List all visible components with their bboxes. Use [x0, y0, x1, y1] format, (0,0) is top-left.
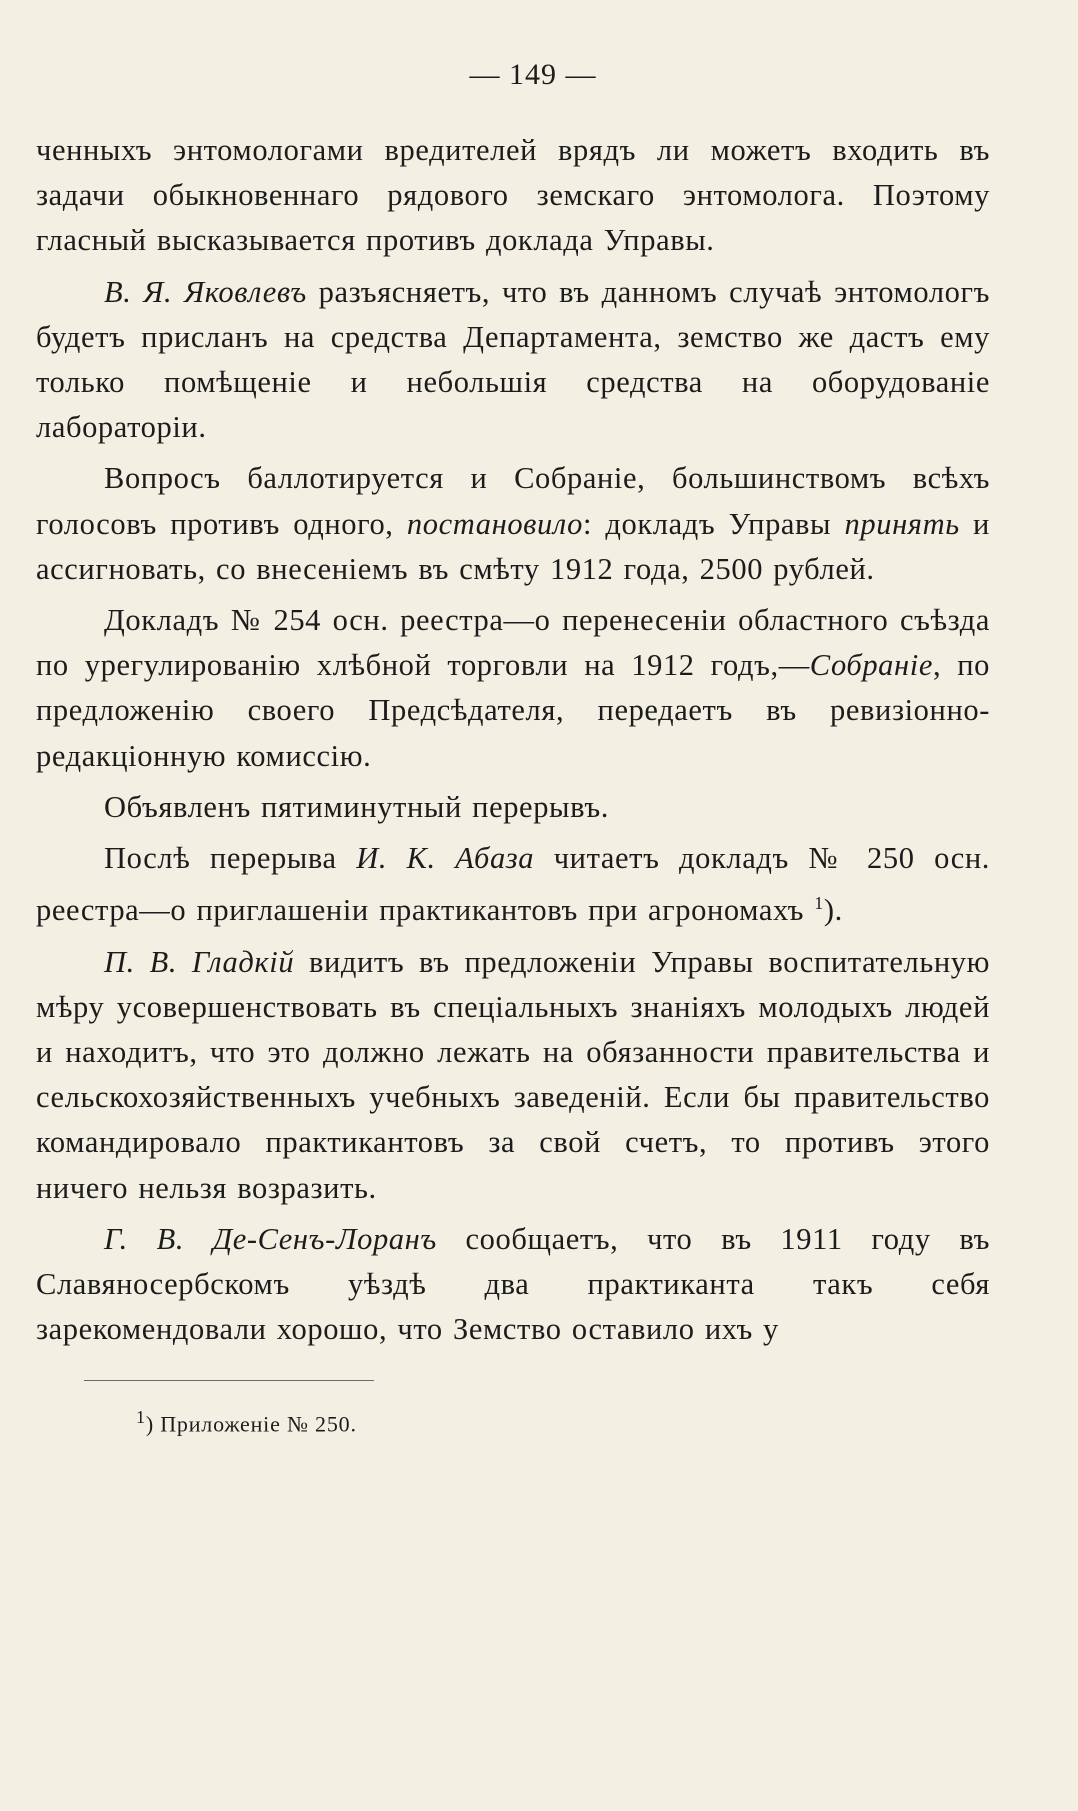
paragraph-2-text: разъясняетъ, что въ данномъ случаѣ энтомологъ будетъ присланъ на средства Департамента, земство же дастъ ему только помѣщеніе и небольшія средства на оборудованіе лабораторіи. — [36, 274, 990, 445]
paragraph-2 — [36, 270, 990, 451]
footnote — [136, 1407, 990, 1437]
body-text — [36, 128, 990, 1352]
paragraph-3-text-a: Вопросъ баллотируется и Собраніе, большинствомъ всѣхъ голосовъ противъ одного, — [36, 461, 990, 541]
speaker-name: П. В. Гладкій — [104, 944, 295, 979]
paragraph-5 — [36, 785, 990, 830]
speaker-name: В. Я. Яковлевъ — [104, 274, 307, 309]
speaker-name: Г. В. Де-Сенъ-Лоранъ — [104, 1221, 437, 1256]
paragraph-3 — [36, 456, 990, 592]
emphasis-text: Собраніе — [809, 648, 933, 683]
paragraph-6-text-a: Послѣ перерыва — [104, 841, 357, 876]
emphasis-text: принять — [844, 506, 960, 541]
paragraph-1 — [36, 128, 990, 264]
paragraph-6-text-b: читаетъ докладъ № 250 осн. реестра—о приглашеніи практикантовъ при агрономахъ — [36, 841, 990, 928]
paragraph-8 — [36, 1217, 990, 1353]
paragraph-7-text: видитъ въ предложеніи Управы воспитательную мѣру усовершенствовать въ спеціальныхъ знаніяхъ молодыхъ людей и находитъ, что это должно лежать на обязанности правительства и сельскохозяйственныхъ учебныхъ заведеній. Если бы правительство командировало практикантовъ за свой счетъ, то противъ этого ничего нельзя возразить. — [36, 944, 990, 1205]
footnote-divider — [84, 1380, 374, 1381]
emphasis-text: постановило — [406, 506, 583, 541]
paragraph-5-text: Объявленъ пятиминутный перерывъ. — [104, 789, 609, 824]
paragraph-4 — [36, 598, 990, 779]
speaker-name: И. К. Абаза — [356, 841, 535, 876]
footnote-marker: 1 — [136, 1407, 146, 1428]
paragraph-1-text: ченныхъ энтомологами вредителей врядъ ли можетъ входить въ задачи обыкновеннаго рядового земскаго энтомолога. Поэтому гласный высказывается противъ доклада Управы. — [36, 133, 990, 258]
paragraph-8-text: сообщаетъ, что въ 1911 году въ Славяносербскомъ уѣздѣ два практиканта такъ себя зарекомендовали хорошо, что Земство оставило ихъ у — [36, 1221, 990, 1347]
page-number: — 149 — — [469, 58, 597, 91]
paragraph-6-text-c: ). — [823, 893, 843, 928]
footnote-reference[interactable]: 1 — [814, 893, 824, 914]
paragraph-7 — [36, 940, 990, 1211]
paragraph-3-text-c: : докладъ Управы — [582, 506, 845, 541]
paragraph-4-text-a: Докладъ № 254 осн. реестра—о перенесеніи областного съѣзда по урегулированію хлѣбной торговли на 1912 годъ,— — [36, 603, 990, 683]
paragraph-4-text-c: , по предложенію своего Предсѣдателя, передаетъ въ ревизіонно-редакціонную комиссію. — [36, 648, 990, 773]
paragraph-3-text-e: и ассигновать, со внесеніемъ въ смѣту 1912 года, 2500 рублей. — [36, 506, 990, 586]
footnote-text: ) Приложеніе № 250. — [145, 1411, 357, 1437]
paragraph-6 — [36, 836, 990, 934]
